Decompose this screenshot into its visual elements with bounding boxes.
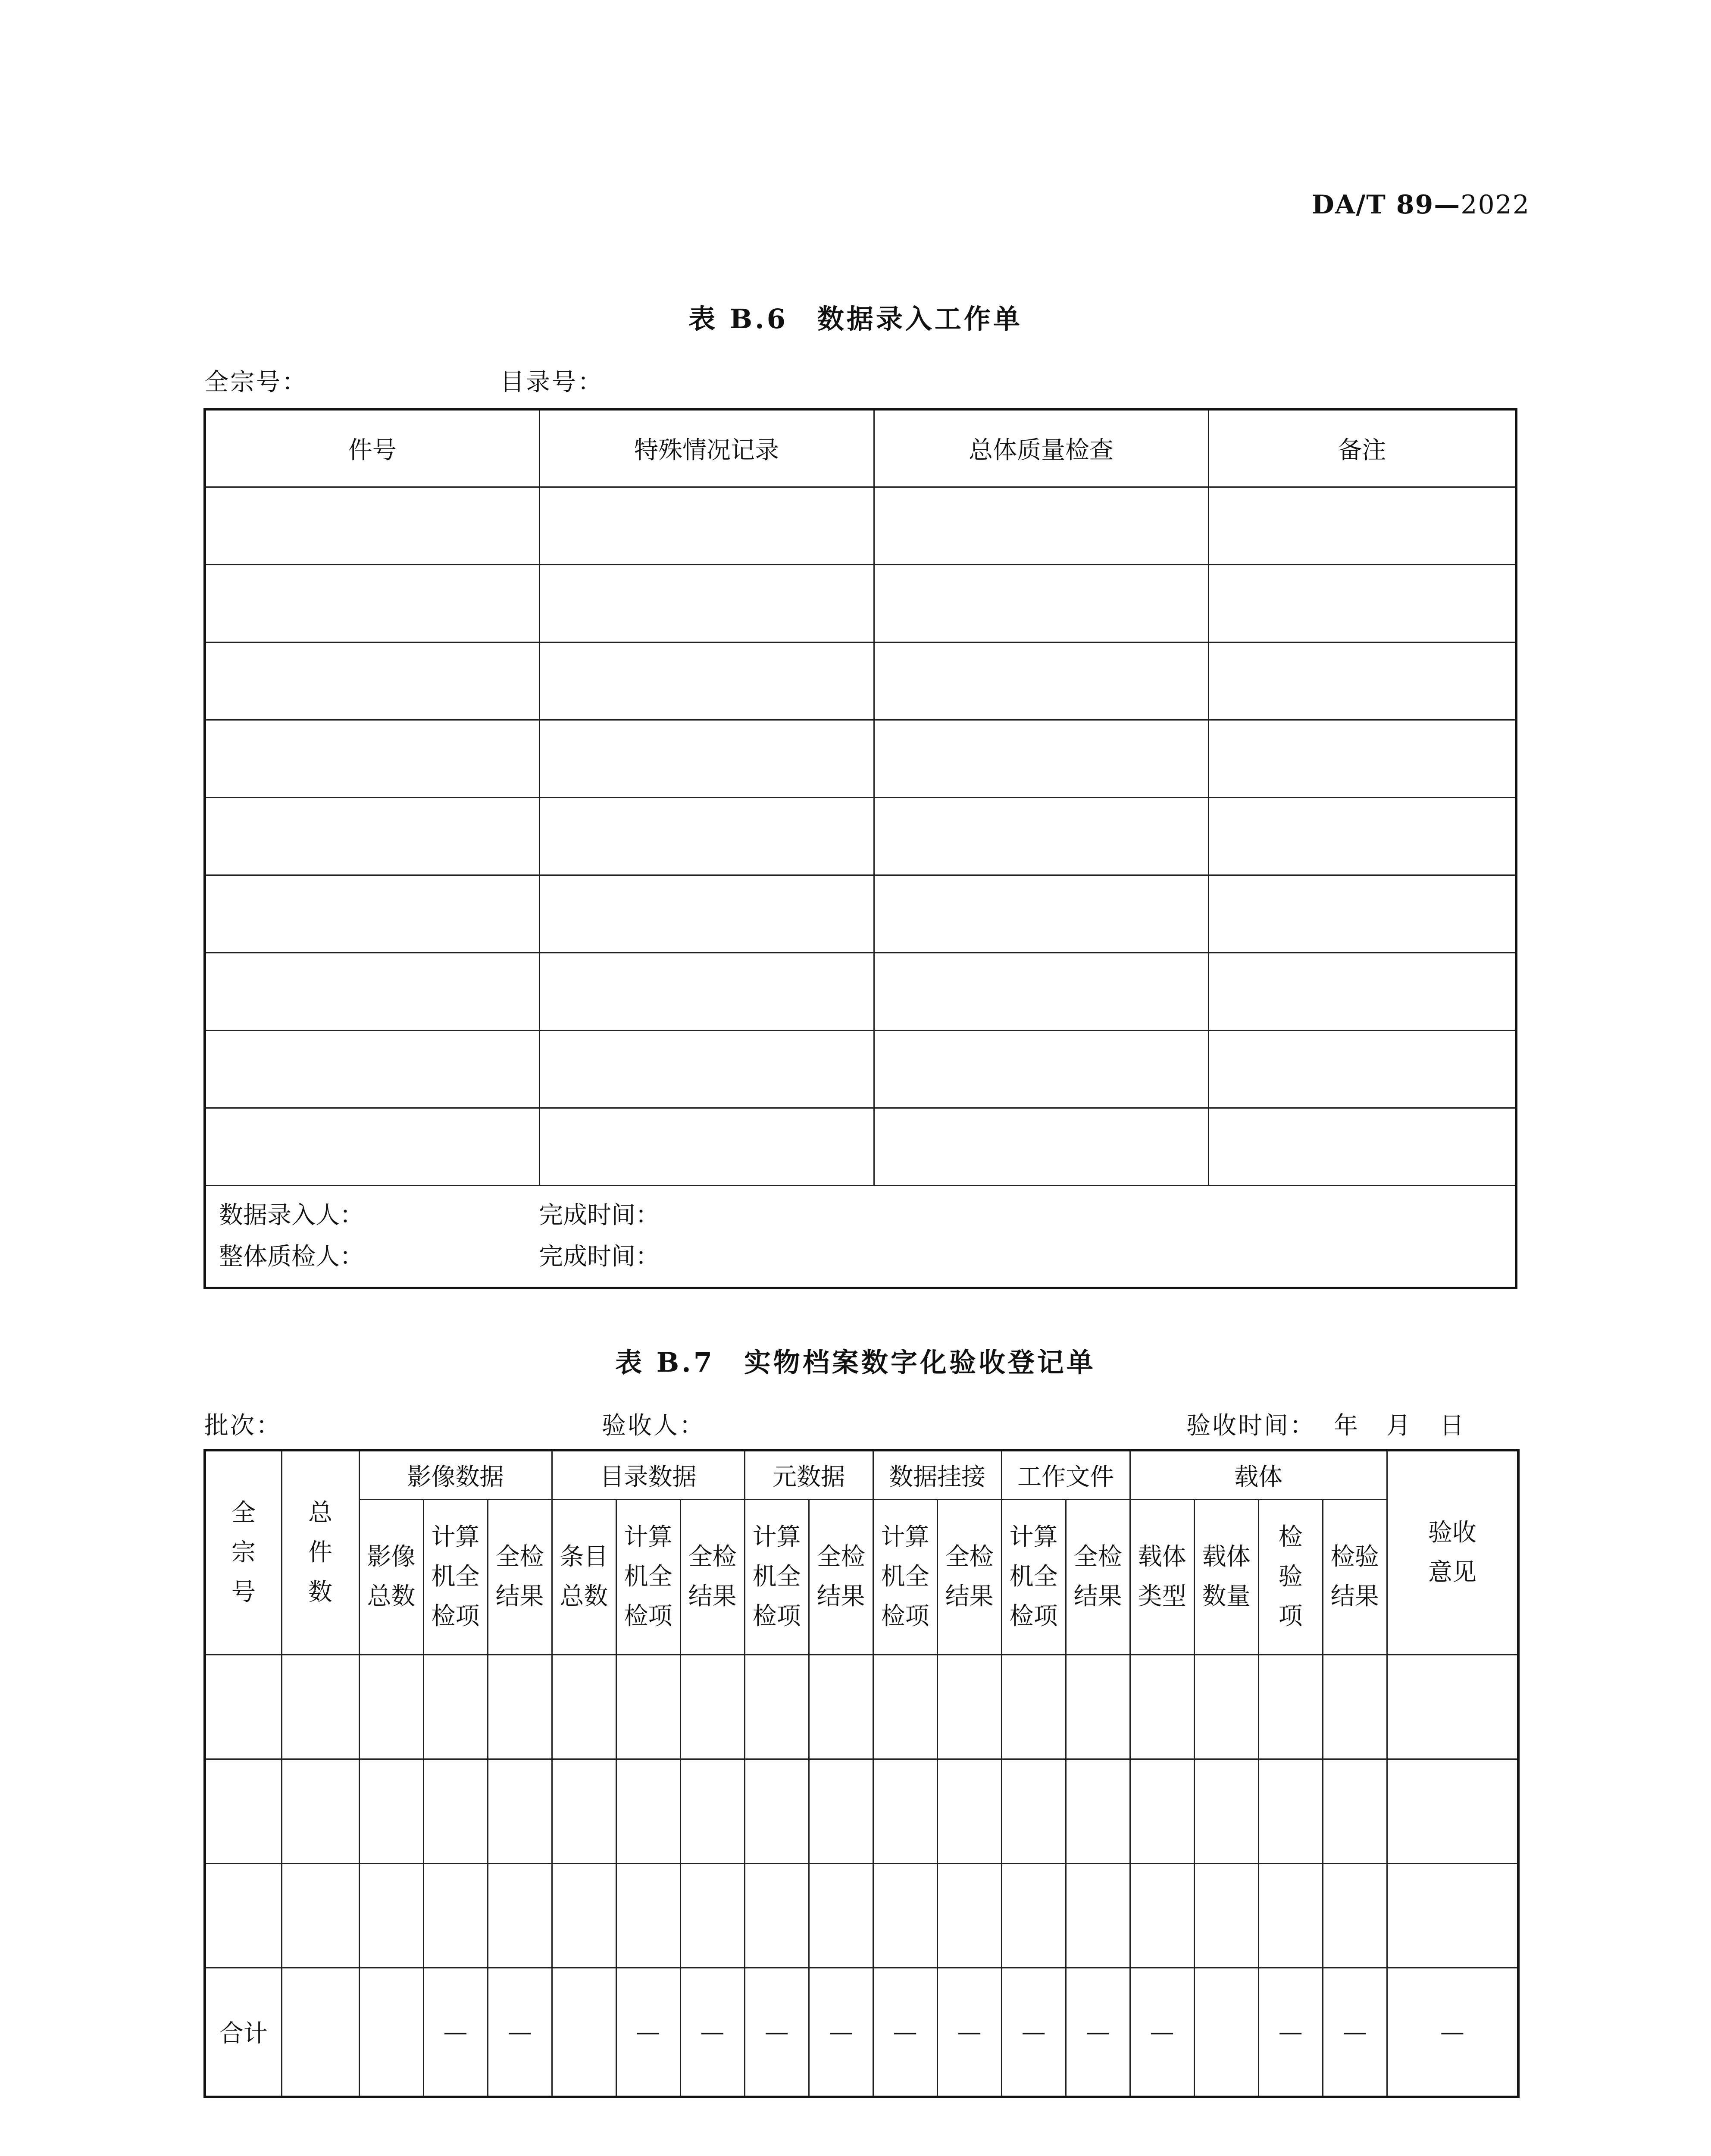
work-file-header: 工作文件 [1001, 1450, 1130, 1499]
dash-cell: — [809, 1968, 873, 2097]
carrier-type-header: 载体 类型 [1130, 1499, 1194, 1655]
table-cell[interactable] [1208, 564, 1516, 642]
column-header-remarks: 备注 [1208, 409, 1516, 487]
full-check-result-header: 全检 结果 [680, 1499, 744, 1655]
table-cell[interactable] [552, 1655, 616, 1759]
table-cell[interactable] [359, 1759, 423, 1863]
carrier-count-header: 载体 数量 [1194, 1499, 1258, 1655]
table-cell[interactable] [937, 1759, 1001, 1863]
table-cell[interactable] [616, 1655, 680, 1759]
table-row [205, 1863, 1518, 1968]
image-data-header: 影像数据 [359, 1450, 552, 1499]
opinion-header: 验收 意见 [1387, 1450, 1518, 1655]
qc-time-label: 完成时间： [539, 1243, 660, 1271]
check-result-header: 检验 结果 [1323, 1499, 1387, 1655]
table-cell[interactable] [874, 642, 1208, 720]
table-cell[interactable] [1208, 487, 1516, 564]
table-cell[interactable] [1258, 1759, 1323, 1863]
catalog-label: 目录号： [500, 368, 604, 396]
table-cell[interactable] [539, 1108, 874, 1185]
dash-cell: — [616, 1968, 680, 2097]
table-row [205, 1655, 1518, 1759]
carrier-header: 载体 [1130, 1450, 1387, 1499]
table-cell[interactable] [874, 1030, 1208, 1108]
image-total-header: 影像 总数 [359, 1499, 423, 1655]
dash-cell: — [744, 1968, 809, 2097]
catalog-data-header: 目录数据 [552, 1450, 744, 1499]
table-cell[interactable] [1130, 1655, 1194, 1759]
table-cell[interactable] [873, 1863, 937, 1968]
table-cell[interactable] [1208, 875, 1516, 953]
dash-cell: — [423, 1968, 488, 2097]
table-cell[interactable] [205, 1655, 282, 1759]
table-cell[interactable] [1194, 1655, 1258, 1759]
table-cell[interactable] [539, 875, 874, 953]
table-row [205, 875, 1516, 953]
table-cell[interactable] [539, 642, 874, 720]
table-cell[interactable] [937, 1655, 1001, 1759]
dash-cell: — [1258, 1968, 1323, 2097]
table-cell[interactable] [874, 875, 1208, 953]
table-cell[interactable] [552, 1968, 616, 2097]
table-cell[interactable] [874, 953, 1208, 1030]
table-cell[interactable] [1194, 1968, 1258, 2097]
table-cell[interactable] [205, 642, 539, 720]
table-cell[interactable] [552, 1759, 616, 1863]
table-cell[interactable] [205, 720, 539, 797]
table-cell[interactable] [205, 564, 539, 642]
table-cell[interactable] [1130, 1759, 1194, 1863]
table-cell[interactable] [1258, 1863, 1323, 1968]
table-cell[interactable] [359, 1968, 423, 2097]
table-cell[interactable] [1208, 642, 1516, 720]
table-cell[interactable] [744, 1759, 809, 1863]
table-cell[interactable] [282, 1968, 359, 2097]
table-b6-title: 表 B.6 数据录入工作单 [688, 303, 1023, 335]
table-cell[interactable] [874, 797, 1208, 875]
table-cell[interactable] [539, 564, 874, 642]
computer-check-header: 计算 机全 检项 [1001, 1499, 1066, 1655]
qc-person-label: 整体质检人： [219, 1243, 364, 1271]
entry-person-label: 数据录入人： [219, 1201, 364, 1230]
table-cell[interactable] [680, 1759, 744, 1863]
fonds-no-header: 全 宗 号 [205, 1450, 282, 1655]
table-cell[interactable] [359, 1655, 423, 1759]
table-row [205, 564, 1516, 642]
table-cell[interactable] [874, 564, 1208, 642]
table-cell[interactable] [359, 1863, 423, 1968]
table-cell[interactable] [282, 1655, 359, 1759]
table-cell[interactable] [1194, 1863, 1258, 1968]
sub-header-row [205, 1499, 1518, 1655]
table-b7-title: 表 B.7 实物档案数字化验收登记单 [615, 1347, 1096, 1378]
table-cell[interactable] [488, 1655, 552, 1759]
table-cell[interactable] [874, 1108, 1208, 1185]
full-check-result-header: 全检 结果 [809, 1499, 873, 1655]
table-cell[interactable] [539, 720, 874, 797]
table-row [205, 1759, 1518, 1863]
table-row [205, 1030, 1516, 1108]
table-cell[interactable] [423, 1655, 488, 1759]
check-item-header: 检 验 项 [1258, 1499, 1323, 1655]
table-cell[interactable] [1001, 1863, 1066, 1968]
fonds-label: 全宗号： [204, 368, 308, 396]
month-label: 月 [1386, 1412, 1412, 1440]
table-cell[interactable] [1208, 797, 1516, 875]
inspector-label: 验收人： [602, 1412, 705, 1440]
table-cell[interactable] [539, 797, 874, 875]
table-cell[interactable] [874, 487, 1208, 564]
table-b6 [203, 408, 1517, 1289]
table-cell[interactable] [1001, 1759, 1066, 1863]
table-cell[interactable] [488, 1863, 552, 1968]
table-cell[interactable] [809, 1655, 873, 1759]
data-link-header: 数据挂接 [873, 1450, 1001, 1499]
table-cell[interactable] [1323, 1759, 1387, 1863]
table-cell[interactable] [1066, 1759, 1130, 1863]
table-cell[interactable] [205, 1030, 539, 1108]
batch-label: 批次： [204, 1412, 282, 1440]
table-cell[interactable] [1387, 1655, 1518, 1759]
full-check-result-header: 全检 结果 [1066, 1499, 1130, 1655]
table-cell[interactable] [680, 1863, 744, 1968]
table-cell[interactable] [282, 1759, 359, 1863]
table-row [205, 487, 1516, 564]
table-cell[interactable] [680, 1655, 744, 1759]
column-header-item-no: 件号 [205, 409, 539, 487]
table-cell[interactable] [873, 1655, 937, 1759]
total-items-header: 总 件 数 [282, 1450, 359, 1655]
full-check-result-header: 全检 结果 [488, 1499, 552, 1655]
table-cell[interactable] [1208, 953, 1516, 1030]
table-cell[interactable] [423, 1759, 488, 1863]
table-cell[interactable] [539, 1030, 874, 1108]
column-header-special-notes: 特殊情况记录 [539, 409, 874, 487]
table-cell[interactable] [1208, 720, 1516, 797]
table-cell[interactable] [1387, 1863, 1518, 1968]
table-cell[interactable] [488, 1759, 552, 1863]
total-row [205, 1968, 1518, 2097]
table-cell[interactable] [874, 720, 1208, 797]
dash-cell: — [680, 1968, 744, 2097]
table-cell[interactable] [1208, 1108, 1516, 1185]
computer-check-header: 计算 机全 检项 [616, 1499, 680, 1655]
metadata-header: 元数据 [744, 1450, 873, 1499]
dash-cell: — [1387, 1968, 1518, 2097]
dash-cell: — [937, 1968, 1001, 2097]
inspection-time-label: 验收时间： [1186, 1412, 1316, 1440]
table-footer [205, 1185, 1516, 1288]
table-cell[interactable] [539, 953, 874, 1030]
standard-code: DA/T 89—2022 [1311, 190, 1530, 220]
table-cell[interactable] [616, 1759, 680, 1863]
dash-cell: — [1001, 1968, 1066, 2097]
table-cell[interactable] [1066, 1655, 1130, 1759]
day-label: 日 [1440, 1412, 1466, 1440]
table-cell[interactable] [1130, 1863, 1194, 1968]
computer-check-header: 计算 机全 检项 [873, 1499, 937, 1655]
year-label: 年 [1334, 1412, 1360, 1440]
dash-cell: — [873, 1968, 937, 2097]
table-row [205, 1108, 1516, 1185]
group-header-row [205, 1450, 1518, 1499]
table-cell[interactable] [873, 1759, 937, 1863]
computer-check-header: 计算 机全 检项 [744, 1499, 809, 1655]
table-cell[interactable] [205, 1108, 539, 1185]
table-row [205, 797, 1516, 875]
dash-cell: — [1130, 1968, 1194, 2097]
table-cell[interactable] [205, 875, 539, 953]
table-cell[interactable] [616, 1863, 680, 1968]
table-cell[interactable] [205, 797, 539, 875]
table-b7 [203, 1449, 1520, 2098]
total-label: 合计 [205, 1968, 282, 2097]
entry-total-header: 条目 总数 [552, 1499, 616, 1655]
table-cell[interactable] [1323, 1863, 1387, 1968]
table-cell[interactable] [809, 1863, 873, 1968]
dash-cell: — [488, 1968, 552, 2097]
table-row [205, 720, 1516, 797]
table-cell[interactable] [937, 1863, 1001, 1968]
table-cell[interactable] [744, 1863, 809, 1968]
table-cell[interactable] [1323, 1655, 1387, 1759]
table-cell[interactable] [539, 487, 874, 564]
table-cell[interactable] [1001, 1655, 1066, 1759]
computer-check-header: 计算 机全 检项 [423, 1499, 488, 1655]
table-cell[interactable] [1387, 1759, 1518, 1863]
entry-time-label: 完成时间： [539, 1201, 660, 1230]
dash-cell: — [1323, 1968, 1387, 2097]
table-cell[interactable] [1258, 1655, 1323, 1759]
table-cell[interactable] [552, 1863, 616, 1968]
table-cell[interactable] [744, 1655, 809, 1759]
table-cell[interactable] [1066, 1863, 1130, 1968]
dash-cell: — [1066, 1968, 1130, 2097]
table-cell[interactable] [205, 1863, 282, 1968]
table-cell[interactable] [205, 1759, 282, 1863]
table-cell[interactable] [423, 1863, 488, 1968]
table-cell[interactable] [1194, 1759, 1258, 1863]
table-footer-row [205, 1185, 1516, 1288]
table-cell[interactable] [1208, 1030, 1516, 1108]
table-cell[interactable] [809, 1759, 873, 1863]
table-cell[interactable] [282, 1863, 359, 1968]
table-row [205, 953, 1516, 1030]
table-cell[interactable] [205, 953, 539, 1030]
full-check-result-header: 全检 结果 [937, 1499, 1001, 1655]
table-cell[interactable] [205, 487, 539, 564]
table-header-row [205, 409, 1516, 487]
column-header-quality-check: 总体质量检查 [874, 409, 1208, 487]
table-row [205, 642, 1516, 720]
